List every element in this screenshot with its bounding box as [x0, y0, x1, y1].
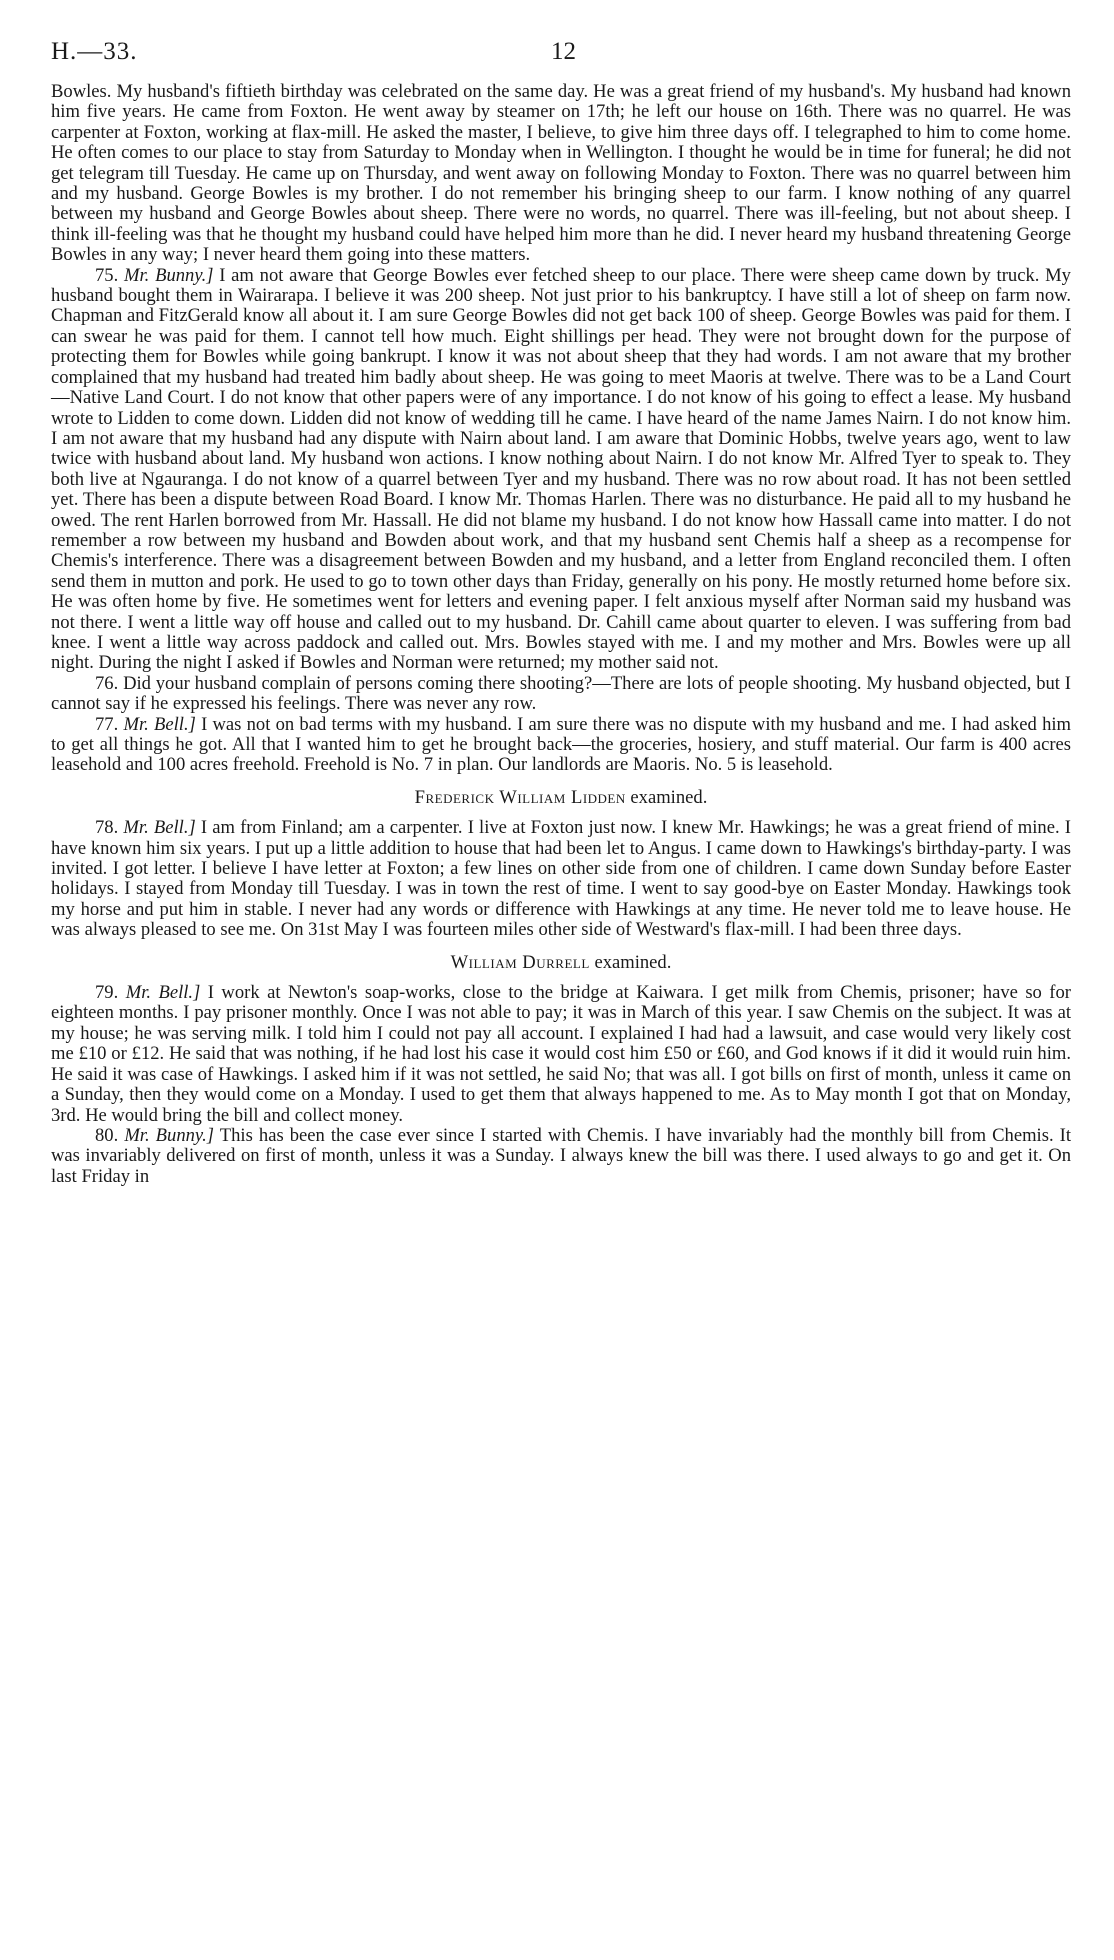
paragraph-text: I am not aware that George Bowles ever fetched sheep to our place. There were sheep came down by truck. My husband bought them in Wairarapa. I believe it was 200 sheep. Not just prior to his bankruptcy. I have still a lot of sheep on farm now. Chapman and FitzGerald know all about it. I am sure George Bowles did not get back 100 of sheep. George Bowles was paid for them. I can swear he was paid for them. I cannot tell how much. Eight shillings per head. They were not brought down for the purpose of protecting them for Bowles while going bankrupt. I know it was not about sheep that they had words. I am not aware that my brother complained that my husband had treated him badly about sheep. He was going to meet Maoris at twelve. There was to be a Land Court—Native Land Court. I do not know that other papers were of any importance. I do not know of his going to effect a lease. My husband wrote to Lidden to come down. Lidden did not know of wedding till he came. I have heard of the name James Nairn. I do not know him. I am not aware that my husband had any dispute with Nairn about land. I am aware that Dominic Hobbs, twelve years ago, went to law twice with husband about land. My husband won actions. I know nothing about Nairn. I do not know Mr. Alfred Tyer to speak to. They both live at Ngauranga. I do not know of a quarrel between Tyer and my husband. There was no row about road. It has not been settled yet. There has been a dispute between Road Board. I know Mr. Thomas Harlen. There was no disturbance. He paid all to my husband he owed. The rent Harlen borrowed from Mr. Hassall. He did not blame my husband. I do not know how Hassall came into matter. I do not remember a row between my husband and Bowden about work, and that my husband sent Chemis half a sheep as a recompense for Chemis's interference. There was a disagreement between Bowden and my husband, and a letter from England reconciled them. I often send them in mutton and pork. He used to go to town other days than Friday, generally on his pony. He mostly returned home before six. He was often home by five. He sometimes went for letters and evening paper. I felt anxious myself after Norman said my husband was not there. I went a little way off house and called out to my husband. Dr. Cahill came about quarter to eleven. I was suffering from bad knee. I went a little way across paddock and called out. Mrs. Bowles stayed with me. I and my mother and Mrs. Bowles were up all night. During the night I asked if Bowles and Norman were returned; my mother said not. — [51, 264, 1071, 674]
witness-name: Frederick William Lidden — [414, 786, 626, 808]
paragraph-text: I am from Finland; am a carpenter. I live at Foxton just now. I knew Mr. Hawkings; he was a great friend of mine. I have known him six years. I put up a little addition to house that had been let to Angus. I came down to Hawkings's birthday-party. I was invited. I got letter. I believe I have letter at Foxton; a few lines on other side from one of children. I came down Sunday before Easter holidays. I stayed from Monday till Tuesday. I was in town the rest of time. I went to say good-bye on Easter Monday. Hawkings took my horse and put him in stable. I never had any words or difference with Hawkings at any time. He never told me to leave house. He was always pleased to see me. On 31st May I was fourteen miles other side of Westward's flax-mill. I had been three days. — [51, 817, 1071, 941]
page-header — [51, 38, 1071, 78]
examiner-lead: Mr. Bell.] — [125, 982, 201, 1004]
paragraph-text: Bowles. My husband's fiftieth birthday was celebrated on the same day. He was a great friend of my husband's. My husband had known him five years. He came from Foxton. He went away by steamer on 17th; he left our house on 16th. There was no quarrel. He was carpenter at Foxton, working at flax-mill. He asked the master, I believe, to give him three days off. I telegraphed to him to come home. He often comes to our place to stay from Saturday to Monday when in Wellington. I thought he would be in time for funeral; he did not get telegram till Tuesday. He came up on Thursday, and went away on following Monday to Foxton. There was no quarrel between him and my husband. George Bowles is my brother. I do not remember his bringing sheep to our farm. I know nothing of any quarrel between my husband and George Bowles about sheep. There were no words, no quarrel. There was ill-feeling, but not about sheep. I think ill-feeling was that he thought my husband could have helped him more than he did. I never heard my husband threatening George Bowles in any way; I never heard them going into these matters. — [51, 81, 1071, 266]
examiner-lead: Mr. Bunny.] — [124, 1124, 215, 1146]
testimony-paragraph — [51, 674, 1071, 715]
paragraph-text: Did your husband complain of persons coming there shooting?—There are lots of people shooting. My husband objected, but I cannot say if he expressed his feelings. There was never any row. — [51, 672, 1071, 715]
question-number: 80. — [95, 1124, 119, 1146]
testimony-paragraph — [51, 266, 1071, 674]
paragraph-text: This has been the case ever since I started with Chemis. I have invariably had the monthly bill from Chemis. It was invariably delivered on first of month, unless it was a Sunday. I always knew the bill was there. I used always to go and get it. On last Friday in — [51, 1124, 1072, 1187]
testimony-paragraph — [51, 82, 1071, 266]
paragraph-text: I was not on bad terms with my husband. I am sure there was no dispute with my husband and me. I had asked him to get all things he got. All that I wanted him to get he brought back—the groceries, hosiery, and stuff material. Our farm is 400 acres leasehold and 100 acres freehold. Freehold is No. 7 in plan. Our landlords are Maoris. No. 5 is leasehold. — [51, 713, 1071, 776]
question-number: 76. — [95, 672, 119, 694]
witness-heading-suffix: examined. — [630, 786, 708, 808]
question-number: 75. — [95, 264, 119, 286]
question-number: 78. — [95, 817, 119, 839]
testimony-paragraph — [51, 983, 1071, 1126]
examiner-lead: Mr. Bunny.] — [124, 264, 214, 286]
testimony-paragraph — [51, 818, 1071, 940]
witness-heading — [51, 788, 1071, 808]
document-page — [51, 38, 1071, 1187]
examiner-lead: Mr. Bell.] — [123, 817, 196, 839]
paragraph-text: I work at Newton's soap-works, close to the bridge at Kaiwara. I get milk from Chemis, prisoner; have so for eighteen months. I pay prisoner monthly. Once I was not able to pay; it was in March of this year. I saw Chemis on the subject. It was at my house; he was serving milk. I told him I could not pay all account. I explained I had had a lawsuit, and case would very likely cost me £10 or £12. He said that was nothing, if he had lost his case it would cost him £50 or £60, and God knows if it did it would ruin him. He said it was case of Hawkings. I asked him if it was not settled, he said No; that was all. I got bills on first of month, unless it came on a Sunday, then they would come on a Monday. I used to get them that always happened to me. As to May month I got that on Monday, 3rd. He would bring the bill and collect money. — [51, 982, 1071, 1126]
question-number: 79. — [95, 982, 119, 1004]
witness-heading-suffix: examined. — [594, 951, 672, 973]
testimony-paragraph — [51, 715, 1071, 776]
question-number: 77. — [95, 713, 119, 735]
examiner-lead: Mr. Bell.] — [123, 713, 196, 735]
witness-name: William Durrell — [450, 951, 590, 973]
testimony-paragraph — [51, 1126, 1071, 1187]
page-number: 12 — [551, 38, 576, 65]
witness-heading — [51, 953, 1071, 973]
document-reference: H.—33. — [51, 38, 138, 65]
document-body — [51, 82, 1071, 1187]
